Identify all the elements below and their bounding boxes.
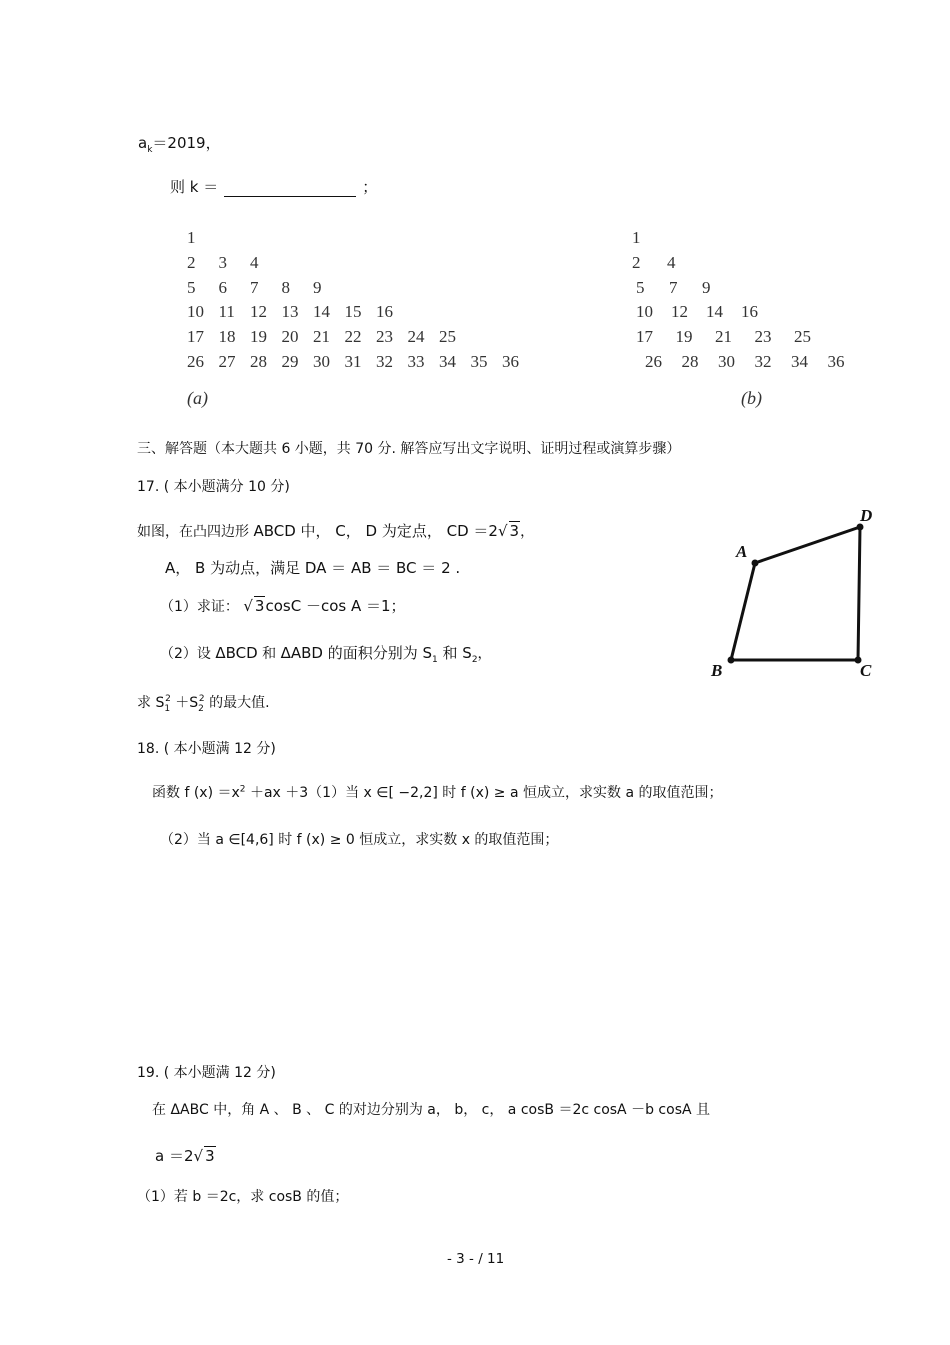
table-cell: 26 — [187, 352, 204, 371]
q17-tri-bcd: ΔBCD — [215, 644, 258, 662]
q17-and-s2: 和 S — [437, 644, 472, 662]
q17-part1: （1）求证： √ 3cosC －cos A ＝1； — [160, 597, 406, 615]
vertex-a — [752, 560, 759, 567]
page-number: - 3 - / 11 — [447, 1251, 505, 1267]
table-cell: 36 — [827, 352, 845, 371]
table-b-caption: (b) — [741, 388, 762, 408]
q19-line2: a ＝2√ 3 — [155, 1147, 215, 1165]
label-d: D — [860, 506, 873, 525]
q19-a-eq: a ＝2 — [155, 1147, 194, 1165]
q19-line1: 在 ΔABC 中，角 A 、 B 、 C 的对边分别为 a， b， c， a cosB ＝2c cosA －b cosA 且 — [152, 1102, 711, 1118]
q17-ask — [137, 692, 270, 714]
q17-title: 17. ( 本小题满分 10 分) — [137, 479, 290, 495]
table-a-caption: (a) — [187, 388, 208, 408]
table-cell: 23 — [754, 327, 772, 347]
q17-s2-sub: 2 — [471, 654, 478, 665]
q17-area-text: 的面积分别为 S — [322, 644, 433, 662]
table-cell: 9 — [313, 277, 322, 297]
table-cell: 33 — [407, 352, 425, 371]
table-cell: 2 — [187, 252, 196, 272]
q19-title: 19. ( 本小题满 12 分) — [137, 1065, 276, 1081]
table-cell: 10 — [187, 302, 204, 322]
table-cell: 1 — [632, 228, 641, 247]
table-cell: 30 — [718, 352, 735, 371]
ak-equation — [138, 132, 221, 155]
q17-part1-sqrt: 3 — [254, 597, 265, 615]
label-b: B — [711, 661, 723, 680]
table-cell: 36 — [502, 352, 519, 371]
q17-ask-text: 求 S — [137, 695, 165, 711]
table-cell: 4 — [667, 252, 676, 272]
q17-line1-end: ， — [520, 524, 535, 540]
q17-and: 和 — [257, 646, 281, 662]
q18-title: 18. ( 本小题满 12 分) — [137, 741, 276, 757]
q17-s1-sub: 1 — [432, 654, 438, 665]
q17-quad-name: ABCD — [253, 522, 296, 540]
table-cell: 9 — [702, 277, 711, 297]
table-cell: 12 — [671, 302, 688, 322]
table-cell: 21 — [313, 327, 330, 347]
table-cell: 16 — [741, 302, 758, 322]
table-cell: 25 — [794, 327, 811, 347]
q17-line2-text: A， B 为动点，满足 — [165, 559, 305, 577]
q17-part1-eq: cosC －cos A ＝1； — [265, 597, 406, 615]
q19-sqrt3: 3 — [205, 1147, 215, 1165]
table-cell: 19 — [250, 327, 267, 347]
table-cell: 24 — [407, 327, 425, 347]
q17-ask-sub1: 1 — [164, 703, 171, 714]
table-cell: 25 — [439, 327, 456, 347]
q17-part2-label: （2）设 — [160, 646, 216, 662]
table-cell: 23 — [376, 327, 393, 347]
table-cell: 15 — [344, 302, 362, 322]
table-cell: 32 — [376, 352, 393, 371]
table-cell: 4 — [250, 252, 259, 272]
q17-ask-sup1: 2 — [165, 694, 171, 705]
q17-part2-end: ， — [477, 646, 492, 662]
table-cell: 17 — [636, 327, 653, 347]
table-cell: 14 — [313, 302, 330, 322]
q17-part2 — [160, 642, 492, 665]
table-cell: 22 — [344, 327, 362, 347]
table-cell: 17 — [187, 327, 204, 347]
q17-ask-sup2: 2 — [198, 694, 205, 705]
table-cell: 14 — [706, 302, 723, 322]
q18-func: 函数 f (x) ＝x — [152, 785, 240, 801]
table-cell: 13 — [281, 302, 299, 322]
q18-line1 — [152, 782, 722, 802]
k-answer-line — [170, 176, 377, 197]
table-cell: 32 — [754, 352, 772, 371]
table-cell: 7 — [250, 277, 259, 297]
table-cell: 16 — [376, 302, 393, 322]
ak-rest: ＝2019， — [152, 134, 221, 152]
table-cell: 5 — [187, 277, 196, 297]
k-suffix: ； — [362, 178, 378, 196]
q17-sqrt3: 3 — [509, 522, 520, 540]
q17-part1-label: （1）求证： — [160, 599, 244, 615]
table-cell: 1 — [187, 228, 196, 247]
quadrilateral-figure — [700, 500, 890, 690]
label-a: A — [736, 542, 748, 561]
table-cell: 7 — [669, 277, 678, 297]
table-cell: 11 — [218, 302, 235, 322]
table-cell: 31 — [344, 352, 362, 371]
vertex-b — [728, 657, 735, 664]
ak-var: a — [138, 134, 148, 152]
table-cell: 34 — [791, 352, 808, 371]
q17-line1-text: 如图，在凸四边形 — [137, 524, 254, 540]
table-cell: 19 — [675, 327, 693, 347]
table-cell: 34 — [439, 352, 456, 371]
q18-sup2: 2 — [239, 784, 246, 795]
answer-blank — [224, 182, 356, 197]
q17-line2 — [165, 557, 460, 578]
table-cell: 35 — [470, 352, 488, 371]
q17-ask-end: 的最大值. — [204, 695, 270, 711]
table-cell: 28 — [250, 352, 267, 371]
table-cell: 18 — [218, 327, 236, 347]
q17-ask-sub2: 2 — [198, 703, 204, 714]
label-c: C — [860, 661, 872, 680]
table-cell: 5 — [636, 277, 645, 297]
table-cell: 27 — [218, 352, 236, 371]
table-cell: 20 — [281, 327, 299, 347]
table-cell: 8 — [281, 277, 290, 297]
ak-sub: k — [147, 145, 153, 155]
table-cell: 26 — [645, 352, 662, 371]
quadrilateral-shape — [731, 527, 860, 660]
q17-ask-plus: ＋S — [170, 695, 199, 711]
q17-line1-cond: 中， C， D 为定点， CD ＝2 — [295, 522, 498, 540]
k-prefix: 则 k ＝ — [170, 178, 219, 196]
q18-part1: ＋ax ＋3（1）当 x ∈[ −2,2] 时 f (x) ≥ a 恒成立，求实数 a 的取值范围； — [245, 785, 723, 801]
table-cell: 10 — [636, 302, 653, 322]
table-cell: 21 — [715, 327, 732, 347]
table-cell: 2 — [632, 252, 641, 272]
table-cell: 30 — [313, 352, 330, 371]
table-cell: 28 — [681, 352, 699, 371]
q17-tri-abd: ΔABD — [280, 644, 323, 662]
q19-part1: （1）若 b ＝2c，求 cosB 的值； — [137, 1189, 349, 1205]
q18-line2: （2）当 a ∈[4,6] 时 f (x) ≥ 0 恒成立，求实数 x 的取值范围； — [160, 832, 559, 848]
table-cell: 3 — [218, 252, 227, 272]
section-3-heading: 三、解答题（本大题共 6 小题，共 70 分. 解答应写出文字说明、证明过程或演算步骤） — [137, 441, 681, 457]
q17-line2-cond: DA ＝ AB ＝ BC ＝ 2 . — [304, 559, 461, 577]
table-cell: 29 — [281, 352, 299, 371]
table-cell: 6 — [218, 277, 227, 297]
table-cell: 12 — [250, 302, 267, 322]
q17-line1: 如图，在凸四边形 ABCD 中， C， D 为定点， CD ＝2√ 3， — [137, 522, 535, 540]
